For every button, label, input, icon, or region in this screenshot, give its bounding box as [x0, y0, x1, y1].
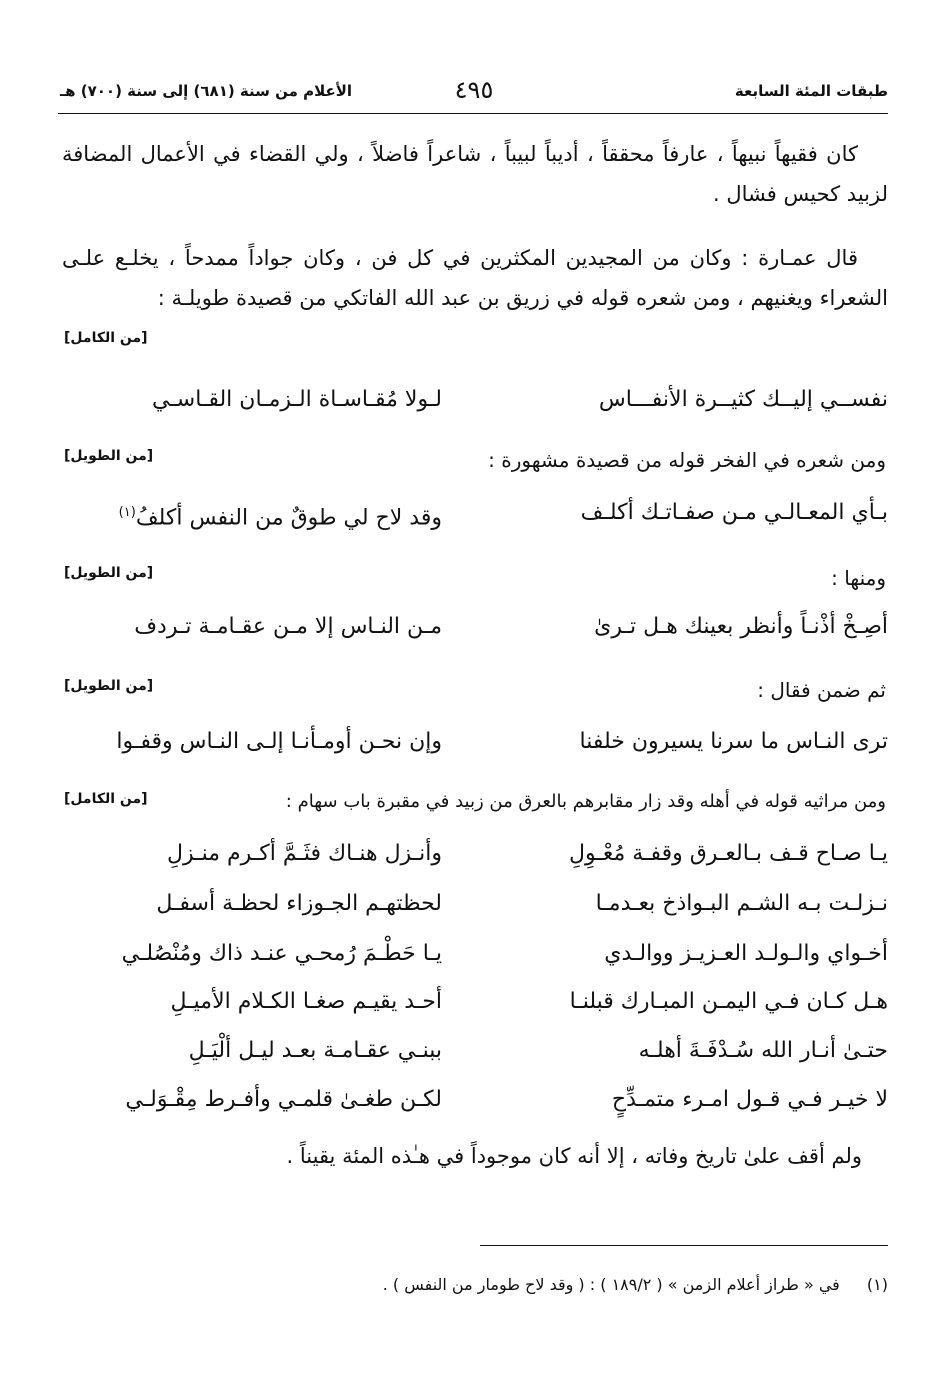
verse-line — [62, 884, 888, 924]
verse-line — [62, 607, 888, 647]
page-number: ٤٩٥ — [454, 76, 494, 104]
book-title: طبقات المئة السابعة — [734, 82, 888, 100]
verse-first-hemistich: ترى النـاس ما سرنا يسيرون خلفنا — [579, 729, 888, 754]
verse-second-hemistich: وإن نحـن أومـأنـا إلـى النـاس وقفـوا — [116, 729, 442, 754]
verse-intro: ومن شعره في الفخر قوله من قصيدة مشهورة : — [488, 448, 886, 472]
verse-first-hemistich: لا خيـر فـي قـول امـرء متمـدِّحٍ — [611, 1087, 888, 1112]
verse-first-hemistich: بـأي المعـالـي مـن صفـاتـك أكلـف — [580, 500, 888, 525]
verse-line — [62, 834, 888, 874]
verse-second-hemistich: لكـن طغـىٰ قلمـي وأفـرط مِقْـوَلـي — [125, 1087, 442, 1112]
verse-first-hemistich: أصِـخْ أذْنـاً وأنظر بعينك هـل تـرىٰ — [594, 614, 888, 639]
biography-paragraph: كان فقيهاً نبيهاً ، عارفاً محققاً ، أديباً لبيباً ، شاعراً فاضلاً ، ولي القضاء في الأعمال المضافة لزبيد كحيس فشال . — [62, 142, 888, 206]
meter-label: [من الكامل] — [64, 791, 148, 807]
verse-line — [62, 1080, 888, 1120]
meter-label: [من الطويل] — [64, 448, 154, 464]
verse-intro: ومنها : — [831, 566, 886, 590]
verse-second-hemistich: ببنـي عقـامـة بعـد ليـل ألْيَـلِ — [188, 1038, 442, 1063]
header-rule — [58, 113, 888, 114]
verse-second-hemistich: وأنـزل هنـاك فثَـمَّ أكـرم منـزلِ — [167, 841, 442, 866]
verse-second-hemistich — [62, 493, 442, 538]
verse-second-hemistich: يـا حَطْـمَ رُمحـي عنـد ذاك ومُنْصُلـي — [121, 941, 442, 966]
verse-first-hemistich: يـا صـاح قـف بـالعـرق وقفـة مُعْـوِلِ — [569, 841, 888, 866]
footnote-marker: (١) — [118, 505, 136, 520]
verse-second-hemistich: لحظتهـم الجـوزاء لحظـة أسفـل — [156, 891, 442, 916]
footnote-rule — [480, 1245, 888, 1246]
meter-label: [من الكامل] — [64, 330, 148, 346]
verse-line — [62, 982, 888, 1022]
umara-quote-paragraph: قال عمـارة : وكان من المجيدين المكثرين في كل فن ، وكان جواداً ممدحاً ، يخلـع علـى الشعراء ويغنيهم ، ومن شعره قوله في زريق بن عبد الله الفاتكي من قصيدة طويلـة : — [62, 246, 888, 310]
verse-second-hemistich: مـن النـاس إلا مـن عقـامـة تـردف — [134, 614, 442, 639]
verse-intro: ثم ضمن فقال : — [757, 678, 886, 702]
verse-line — [62, 1031, 888, 1071]
verse-second-hemistich: لـولا مُقـاسـاة الـزمـان القـاسـي — [151, 387, 442, 412]
section-title: الأعلام من سنة (٦٨١) إلى سنة (٧٠٠) هـ — [60, 82, 353, 100]
closing-paragraph: ولم أقف علىٰ تاريخ وفاته ، إلا أنه كان موجوداً في هـٰذه المئة يقيناً . — [286, 1144, 862, 1168]
verse-first-hemistich: نـزلـت بـه الشـم البـواذخ بعـدمـا — [595, 891, 888, 916]
verse-first-hemistich: حتـىٰ أنـار الله سُـدْفَـةَ أهلـه — [638, 1038, 888, 1063]
verse-line — [62, 934, 888, 974]
verse-line — [62, 380, 888, 420]
verse-line — [62, 722, 888, 762]
verse-second-hemistich: أحـد يقيـم صغـا الكـلام الأميـلِ — [170, 989, 442, 1014]
footnote-text: في « طراز أعلام الزمن » ( ١٨٩/٢ ) : ( وقد لاح طومار من النفس ) . — [382, 1275, 840, 1294]
verse-first-hemistich: نفســي إليــك كثيــرة الأنفـــاس — [598, 387, 888, 412]
running-header — [60, 78, 888, 108]
meter-label: [من الطويل] — [64, 565, 154, 581]
verse-intro: ومن مراثيه قوله في أهله وقد زار مقابرهم بالعرق من زبيد في مقبرة باب سهام : — [285, 791, 886, 812]
verse-first-hemistich: أخـواي والـولـد العـزيـز ووالـدي — [604, 941, 888, 966]
meter-label: [من الطويل] — [64, 678, 154, 694]
verse-first-hemistich: هـل كـان فـي اليمـن المبـارك قبلنـا — [569, 989, 888, 1014]
hemistich-text: وقد لاح لي طوقٌ من النفس أكلفُ — [135, 505, 442, 531]
footnote-number: (١) — [866, 1275, 888, 1294]
footnote — [383, 1275, 888, 1294]
verse-line — [62, 493, 888, 533]
